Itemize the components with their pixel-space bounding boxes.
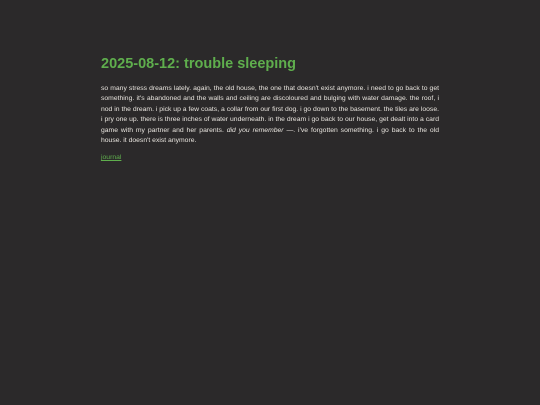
post-body-text-end: . i've forgotten something. i go back to the old house. it doesn't exist anymore. [101,126,439,145]
post-body-text-start: so many stress dreams lately. again, the old house, the one that doesn't exist anymore. i need to go back to get something. it's abandoned and the walls and ceiling are discoloured and bulging with water damage. the roof, i nod in the dream. i pick up a few coats, a collar from our first dog. i go down to the basement. the tiles are loose. i pry one up. there is three inches of water underneath. in the dream i go back to our house, get dealt into a card game with my partner and her parents. [101,85,439,134]
post-body-italic-phrase: did you remember — [226,126,294,134]
post-title: 2025-08-12: trouble sleeping [101,56,297,72]
journal-post [101,54,439,164]
tag-link-journal[interactable]: journal [101,154,122,162]
post-body [101,84,439,146]
